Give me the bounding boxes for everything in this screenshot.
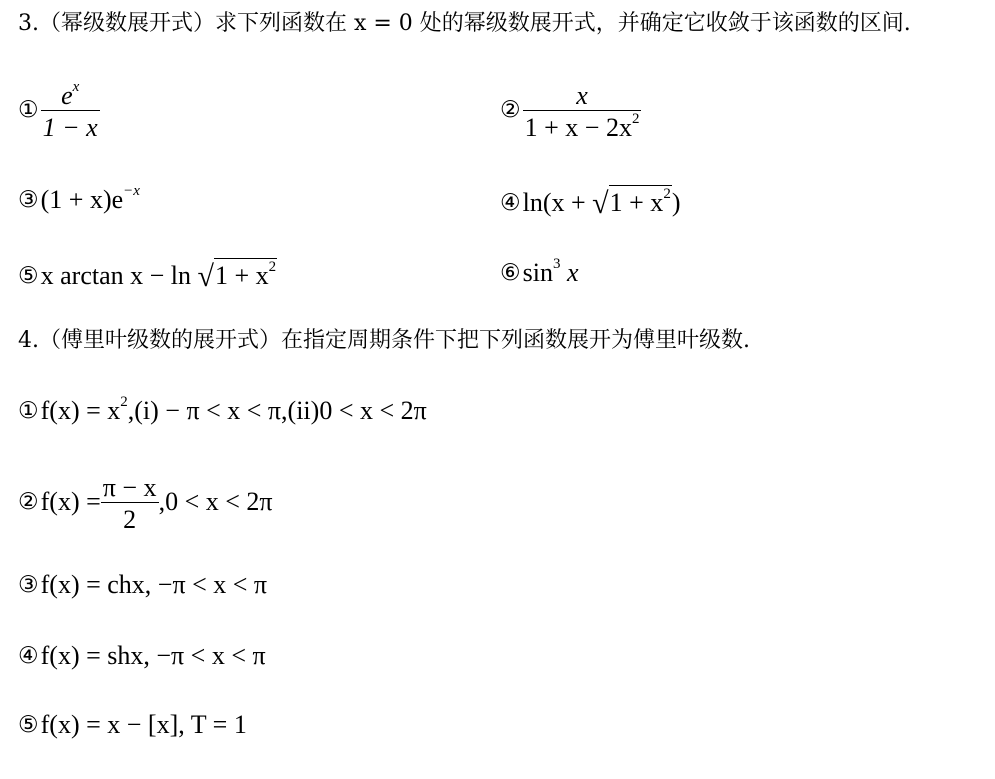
item-marker: ④ xyxy=(500,190,521,216)
item-marker: ② xyxy=(18,488,39,515)
q4-item-3: ③f(x) = chx, −π < x < π xyxy=(18,570,268,599)
item-marker: ⑤ xyxy=(18,712,39,738)
q3-item-3: ③(1 + $x)e^{-x}$ xyxy=(18,183,140,214)
fraction: $\frac{e^x}{1 - x}$ xyxy=(42,79,98,143)
q4-item-1: ①f(x) = $x^2,(i) - \pi < x < \pi,(ii)0 < x < 2\pi$ xyxy=(18,394,427,425)
item-marker: ④ xyxy=(18,643,39,669)
square-root: $√1 + x^2$ xyxy=(592,186,671,220)
q3-item-4: ④ln(x + $√1 + x^2$) xyxy=(500,186,681,220)
q3-item-2 xyxy=(500,82,641,142)
q4-item-4: ④f(x) = shx, −π < x < π xyxy=(18,641,266,670)
fraction: $\frac{x}{1 + x - 2x^2}$ xyxy=(524,81,640,143)
item-marker: ① xyxy=(18,96,39,123)
q4-item-2: ②f(x) = $\frac{\pi - x}{2}$ ,0 < x < 2π xyxy=(18,473,273,535)
item-marker: ⑤ xyxy=(18,263,39,289)
q3-heading: 3.（幂级数展开式）求下列函数在 x = 0 处的幂级数展开式，并确定它收敛于该函数的区间. xyxy=(18,11,911,36)
q3-item-6: $⑥\sin^3$ x xyxy=(500,256,579,287)
item-marker: ③ xyxy=(18,187,39,213)
item-marker: ⑥ xyxy=(500,260,521,286)
item-marker: ① xyxy=(18,398,39,424)
fraction: $\frac{\pi - x}{2}$ xyxy=(102,473,157,535)
expression: (1 + x)e xyxy=(40,185,124,214)
q4-item-5: ⑤f(x) = x − [x], T = 1 xyxy=(18,710,247,739)
q3-item-1 xyxy=(18,79,100,143)
square-root: $√1 + x^2$ xyxy=(197,259,277,293)
item-marker: ③ xyxy=(18,572,39,598)
item-marker: ② xyxy=(500,96,521,123)
q4-heading: 4.（傅里叶级数的展开式）在指定周期条件下把下列函数展开为傅里叶级数. xyxy=(18,328,750,353)
q3-item-5: ⑤x $\arctan x - \ln √1 + x^2$ xyxy=(18,259,277,293)
